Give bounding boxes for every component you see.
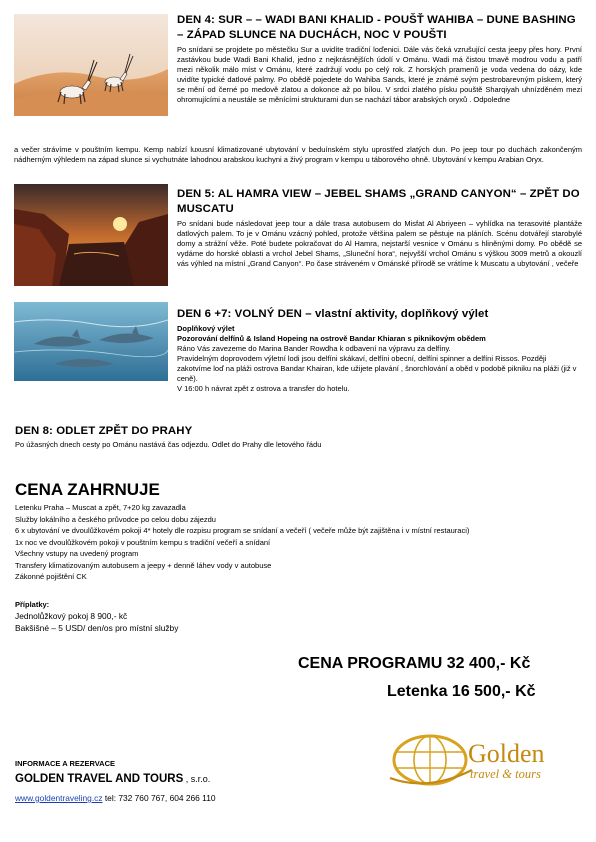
day4-text-continued: a večer strávíme v pouštním kempu. Kemp nabízí luxusní klimatizované ubytování v beduínském stylu uprostřed zlatých dun. Po jeep tour po duchách zakončeným nádherným výhledem na západ slunce si vychutnáte lahodnou arabskou kuchyni a živý program v kempu u táborového ohně. Ubytování v kempu Arabian Oryx. bbox=[14, 145, 582, 164]
contact-line bbox=[15, 793, 216, 803]
website-link[interactable]: www.goldentraveling.cz bbox=[15, 793, 103, 803]
list-item: Transfery klimatizovaným autobusem a jeepy + denně láhev vody v autobuse bbox=[15, 560, 272, 570]
day67-line2: V 16:00 h návrat zpět z ostrova a transfer do hotelu. bbox=[177, 384, 350, 393]
day67-paragraph: Pravidelným doprovodem výletní lodi jsou delfíni skákaví, delfíni obecní, delfíni spinner a delfíni Rissos. Později zakotvíme loď na pláži ostrova Bandar Khairan, kde užijete plavání , šnorchlování a oběd v podobě pikniku na pláži (již v ceně). bbox=[177, 354, 577, 383]
list-item: Bakšišné – 5 USD/ den/os pro místní služby bbox=[15, 623, 179, 633]
day8-text: Po úžasných dnech cesty po Ománu nastává čas odjezdu. Odlet do Prahy dle letového řádu bbox=[15, 440, 322, 449]
list-item: 1x noc ve dvoulůžkovém pokoji v pouštním kempu s tradiční večeří a snídaní bbox=[15, 537, 271, 547]
dolphins-photo bbox=[14, 302, 168, 381]
program-price: CENA PROGRAMU 32 400,- Kč bbox=[298, 655, 531, 672]
day4-text: Po snídani se projdete po městečku Sur a uvidíte tradiční loďenici. Dále vás čeká vzrušující cesta jeepy přes hory. První zastávkou bude Wadi Bani Khalid, jedno z nejkrásnějších údolí v Ománu. Wadi má čistou tmavě modrou vodu a patří mezi několik málo míst v Ománu, které zadržují vodu po celý rok. Z horských pramenů je voda vedena do oázy, kde uvidíte typické datlové palmy. Po obědě pojedete do Wahiba Sands, které je známé svým pestrobarevným pískem, který se mění od černé po medově zlatou a dokonce až po bílou. V srdci zlatého písku pouště Sharqiyah uhnízděném mezi ohromujícími a neustále se měnícími strukturami dun se nachází tábor arabských oryxů . Odpoledne bbox=[177, 45, 582, 104]
company-suffix: , s.r.o. bbox=[183, 774, 211, 784]
logo-text bbox=[468, 741, 545, 781]
list-item: Služby lokálního a českého průvodce po celou dobu zájezdu bbox=[15, 514, 216, 524]
list-item: Letenku Praha – Muscat a zpět, 7+20 kg zavazadla bbox=[15, 503, 186, 512]
surcharges-title: Příplatky: bbox=[15, 600, 50, 609]
company-name-text: GOLDEN TRAVEL AND TOURS bbox=[15, 773, 184, 785]
list-item: Jednolůžkový pokoj 8 900,- kč bbox=[15, 611, 128, 621]
day8-heading: DEN 8: ODLET ZPĚT DO PRAHY bbox=[15, 425, 193, 437]
logo-tagline: travel & tours bbox=[470, 767, 541, 781]
day67-heading: DEN 6 +7: VOLNÝ DEN – vlastní aktivity, doplňkový výlet bbox=[177, 308, 489, 320]
list-item: Všechny vstupy na uvedený program bbox=[15, 549, 139, 558]
day4-heading: DEN 4: SUR – – WADI BANI KHALID - POUŠŤ WAHIBA – DUNE BASHING – ZÁPAD SLUNCE NA DUCHÁCH, NOC V POUŠTI bbox=[177, 14, 576, 41]
grand-canyon-photo bbox=[14, 184, 168, 286]
info-label: INFORMACE A REZERVACE bbox=[15, 759, 116, 768]
phone-numbers: tel: 732 760 767, 604 266 110 bbox=[102, 793, 216, 803]
logo-name: Golden bbox=[468, 739, 545, 768]
list-item: 6 x ubytování ve dvoulůžkovém pokoji 4* hotely dle rozpisu program se snídaní a večeří ( večeře může být zajištěna i v místní restauraci) bbox=[15, 526, 470, 535]
oryx-desert-photo bbox=[14, 14, 168, 116]
optional-trip-label: Doplňkový výlet bbox=[177, 324, 235, 333]
dolphin-trip-title: Pozorování delfínů & Island Hopeing na ostrově Bandar Khiaran s piknikovým obědem bbox=[177, 334, 486, 343]
day67-details bbox=[177, 324, 582, 394]
day5-text: Po snídani bude následovat jeep tour a dále trasa autobusem do Misfat Al Abriyeen – vyhlídka na terasovité plantáže datlových palem. To je v Ománu vzácný pohled, protože většina palem se pěstuje na pláních. Scénu dotvářejí starobylé domy a strážní věže. Poté budete pokračovat do Al Hamra, nejstarší vesnice v Ománu s hliněnými domy. Po obědě se vydáme do horské oblasti a vrchol Jebel Shams, „Sluneční hora“, nejvyšší vrchol Ománu s výškou 3009 metrů a okouzlí vás výhled na místní „Grand Canyon“. Po čase stráveném v Ománské přírodě se vrátíme k Muscatu a ubytování , večeře bbox=[177, 219, 582, 268]
surcharges-list bbox=[15, 610, 178, 634]
list-item: Zákonné pojištění CK bbox=[15, 572, 87, 581]
company-name bbox=[15, 773, 210, 785]
ticket-price: Letenka 16 500,- Kč bbox=[387, 683, 536, 700]
day67-line1: Ráno Vás zavezeme do Marina Bander Rowdha k odbavení na výpravu za delfíny. bbox=[177, 344, 451, 353]
includes-list bbox=[15, 502, 469, 583]
includes-title: CENA ZAHRNUJE bbox=[15, 480, 160, 499]
day5-heading: DEN 5: AL HAMRA VIEW – JEBEL SHAMS „GRAND CANYON“ – ZPĚT DO MUSCATU bbox=[177, 188, 580, 215]
